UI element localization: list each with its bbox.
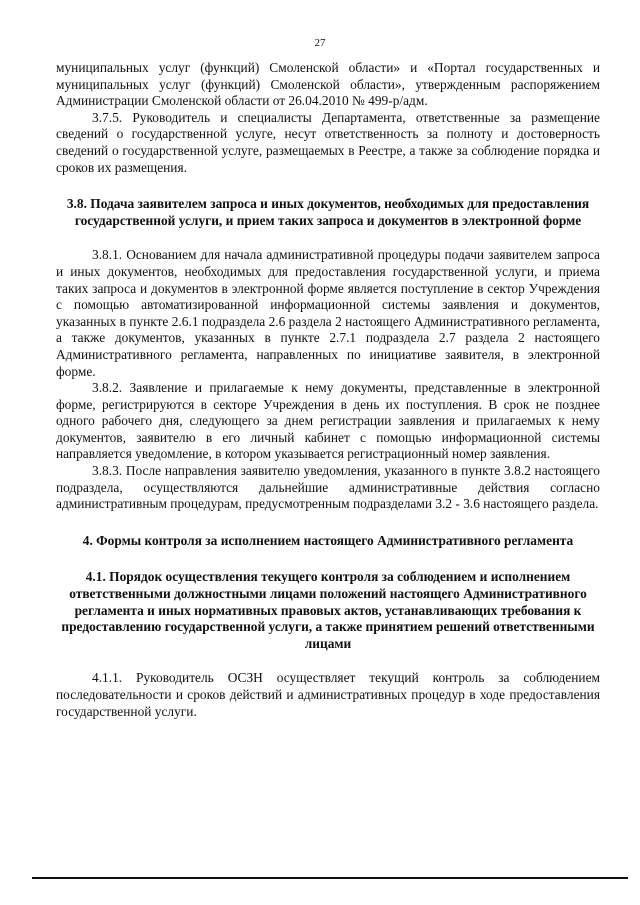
paragraph-3-7-5: 3.7.5. Руководитель и специалисты Департамента, ответственные за размещение сведений о государственной услуге, несут ответственность за полноту и достоверность сведений о государственной услуге, размещаемых в Реестре, а также за соблюдение порядка и сроков их размещения. (56, 109, 600, 175)
paragraph-3-8-2: 3.8.2. Заявление и прилагаемые к нему документы, представленные в электронной форме, регистрируются в секторе Учреждения в день их поступления. В срок не позднее одного рабочего дня, следующего за днем регистрации заявления и прилагаемых к нему документов, заявителю в его личный кабинет с помощью информационной системы направляется уведомление, в котором указывается регистрационный номер заявления. (56, 380, 600, 462)
bottom-rule (32, 877, 628, 879)
paragraph-4-1-1: 4.1.1. Руководитель ОСЗН осуществляет текущий контроль за соблюдением последовательности и сроков действий и административных процедур в ходе предоставления государственной услуги. (56, 670, 600, 719)
section-heading-4: 4. Формы контроля за исполнением настоящего Административного регламента (82, 532, 574, 548)
page-content (56, 60, 600, 720)
page-number: 27 (314, 37, 326, 49)
section-heading-4-1: 4.1. Порядок осуществления текущего контроля за соблюдением и исполнением ответственными должностными лицами положений настоящего Административного регламента и иных нормативных правовых актов, устанавливающих требования к предоставлению государственной услуги, а также принятием решений ответственными лицами (61, 569, 595, 651)
paragraph-3-8-1: 3.8.1. Основанием для начала административной процедуры подачи заявителем запроса и иных документов, необходимых для предоставления государственной услуги, и приема таких запроса и документов в электронной форме является поступление в сектор Учреждения с помощью автоматизированной информационной системы заявления и документов, указанных в пункте 2.6.1 подраздела 2.6 раздела 2 настоящего Административного регламента, а также документов, указанных в пункте 2.7.1 подраздела 2.7 раздела 2 настоящего Административного регламента, направленных по инициативе заявителя, в электронной форме. (56, 247, 600, 379)
section-heading-3-8: 3.8. Подача заявителем запроса и иных документов, необходимых для предоставления государственной услуги, и прием таких запроса и документов в электронной форме (66, 196, 590, 228)
paragraph-3-8-3: 3.8.3. После направления заявителю уведомления, указанного в пункте 3.8.2 настоящего подраздела, осуществляются дальнейшие административные действия согласно административным процедурам, предусмотренным подразделами 3.2 - 3.6 настоящего раздела. (56, 463, 600, 512)
paragraph-continuation: муниципальных услуг (функций) Смоленской области» и «Портал государственных и муниципальных услуг (функций) Смоленской области», утвержденным распоряжением Администрации Смоленской области от 26.04.2010 № 499-р/адм. (56, 60, 600, 109)
